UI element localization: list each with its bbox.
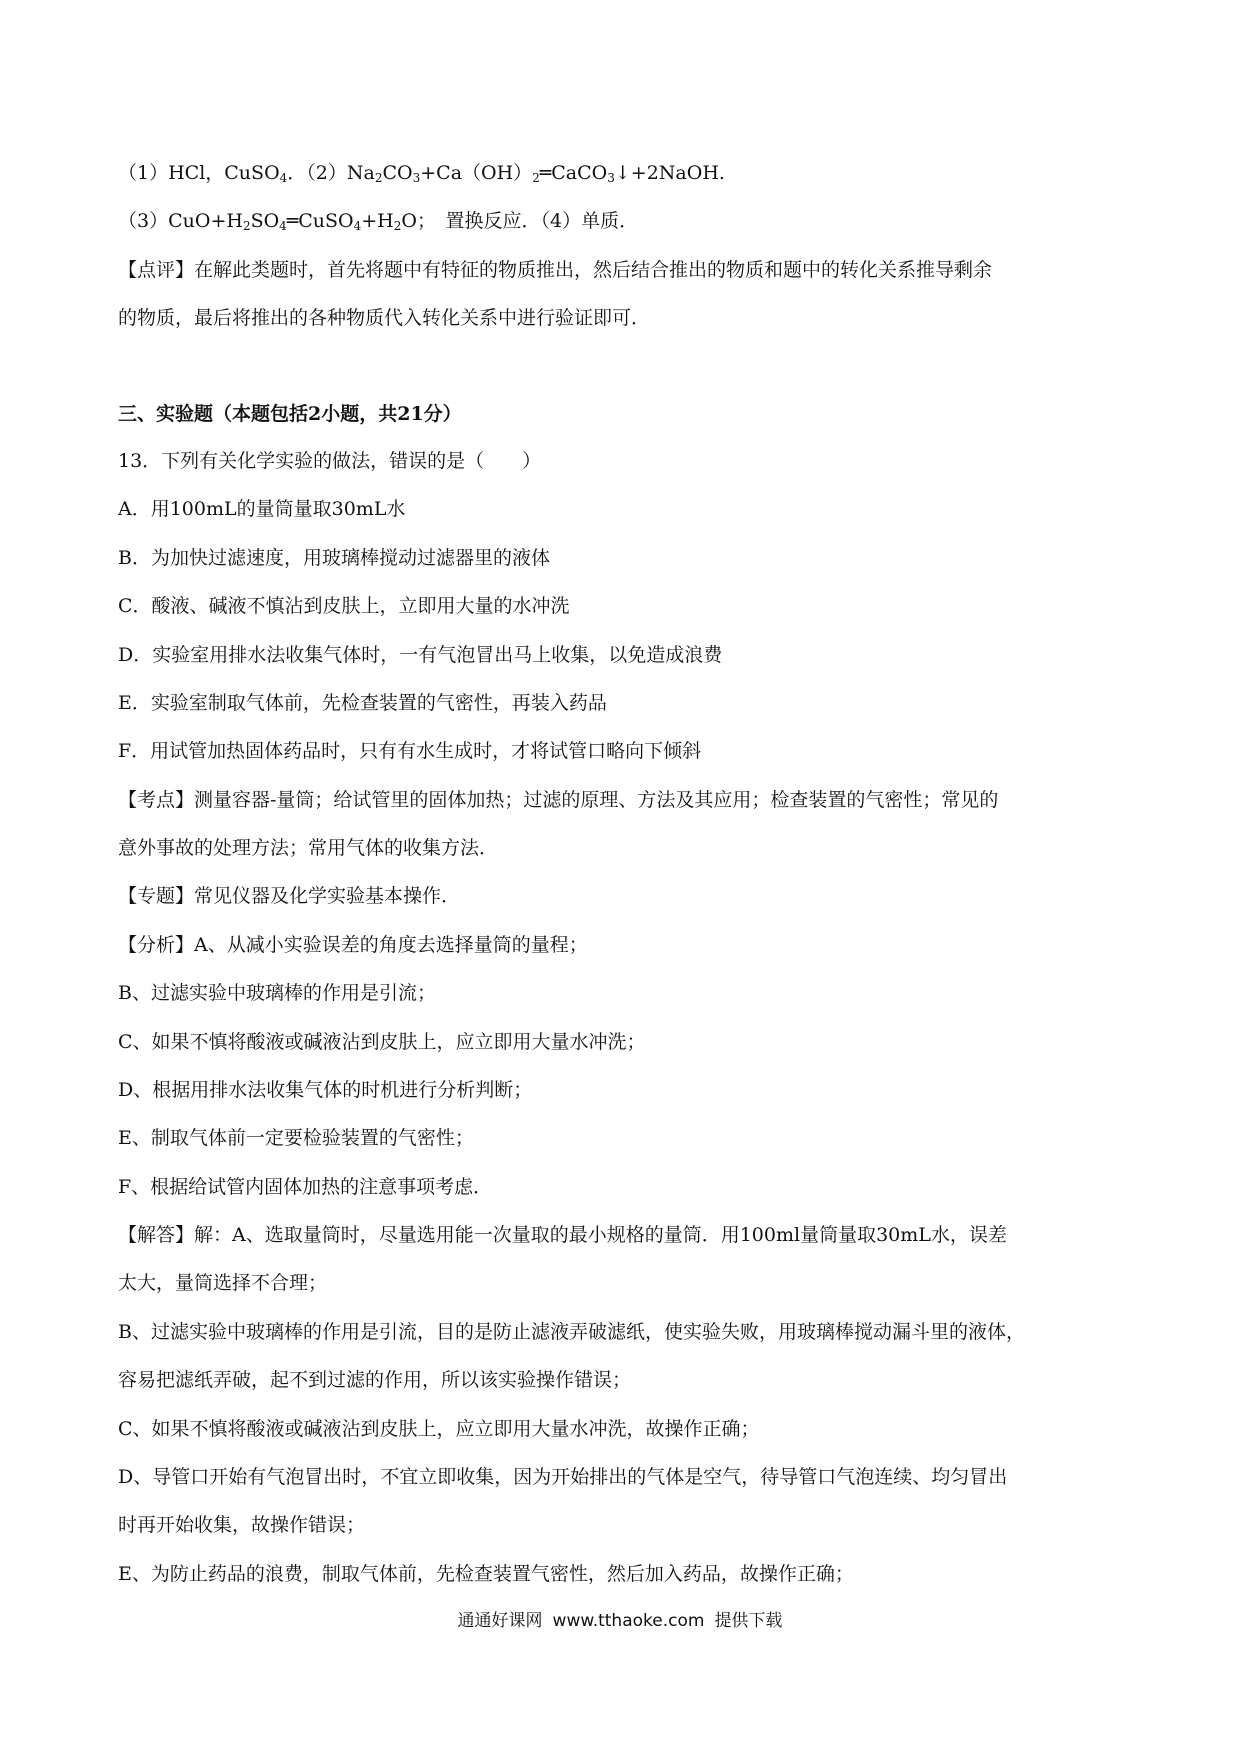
analysis-line: D、导管口开始有气泡冒出时，不宜立即收集，因为开始排出的气体是空气，待导管口气泡连续、均匀冒出: [118, 1466, 1008, 1488]
analysis-line: 【专题】常见仪器及化学实验基本操作．: [118, 885, 461, 907]
answer-text: SO: [250, 210, 280, 232]
analysis-line: 容易把滤纸弄破，起不到过滤的作用，所以该实验操作错误；: [118, 1369, 632, 1391]
answer-line-1: [118, 160, 1128, 186]
analysis-line: 【分析】A、从减小实验误差的角度去选择量筒的量程；: [118, 934, 588, 956]
option-d: D．实验室用排水法收集气体时，一有气泡冒出马上收集，以免造成浪费: [118, 644, 723, 666]
answer-text: （1）HCl，CuSO: [118, 162, 280, 184]
analysis-line: D、根据用排水法收集气体的时机进行分析判断；: [118, 1079, 533, 1101]
option-e: E．实验室制取气体前，先检查装置的气密性，再装入药品: [118, 692, 607, 714]
comment-line: 的物质，最后将推出的各种物质代入转化关系中进行验证即可．: [118, 307, 651, 329]
subscript: 4: [279, 219, 287, 233]
answer-text: CO: [382, 162, 413, 184]
analysis-line: C、如果不慎将酸液或碱液沾到皮肤上，应立即用大量水冲洗，故操作正确；: [118, 1418, 760, 1440]
comment-line: 【点评】在解此类题时，首先将题中有特征的物质推出，然后结合推出的物质和题中的转化关系推导剩余: [118, 259, 993, 281]
analysis-line: E、制取气体前一定要检验装置的气密性；: [118, 1127, 474, 1149]
analysis-line: 意外事故的处理方法；常用气体的收集方法．: [118, 837, 499, 859]
option-c: C．酸液、碱液不慎沾到皮肤上，立即用大量的水冲洗: [118, 595, 570, 617]
page-footer: [0, 1609, 1240, 1633]
footer-url-link[interactable]: www.tthaoke.com: [552, 1611, 705, 1631]
answer-text: ．（2）Na: [287, 162, 375, 184]
subscript: 2: [242, 219, 251, 233]
option-f: F．用试管加热固体药品时，只有有水生成时，才将试管口略向下倾斜: [118, 740, 702, 762]
analysis-line: 【考点】测量容器-量筒；给试管里的固体加热；过滤的原理、方法及其应用；检查装置的气密性；常见的: [118, 789, 999, 811]
answer-text: +Ca（OH）: [420, 162, 533, 184]
answer-text: +H: [361, 210, 394, 232]
subscript: 2: [532, 171, 540, 185]
option-b: B．为加快过滤速度，用玻璃棒搅动过滤器里的液体: [118, 547, 550, 569]
analysis-line: C、如果不慎将酸液或碱液沾到皮肤上，应立即用大量水冲洗；: [118, 1031, 646, 1053]
subscript: 2: [374, 171, 383, 185]
subscript: 2: [393, 219, 402, 233]
subscript: 3: [412, 171, 421, 185]
option-a: A．用100mL的量筒量取30mL水: [118, 498, 406, 520]
analysis-line: 时再开始收集，故操作错误；: [118, 1514, 366, 1536]
answer-text: ↓+2NaOH.: [614, 162, 725, 184]
answer-text: ═CuSO: [286, 210, 354, 232]
answer-line-2: [118, 208, 1128, 234]
question-stem: 13．下列有关化学实验的做法，错误的是（ ）: [118, 450, 542, 472]
analysis-line: F、根据给试管内固体加热的注意事项考虑．: [118, 1176, 493, 1198]
analysis-line: B、过滤实验中玻璃棒的作用是引流；: [118, 982, 436, 1004]
analysis-line: 太大，量筒选择不合理；: [118, 1272, 328, 1294]
analysis-line: B、过滤实验中玻璃棒的作用是引流，目的是防止滤液弄破滤纸，使实验失败，用玻璃棒搅动漏斗里的液体，: [118, 1321, 1025, 1343]
answer-text: （3）CuO+H: [118, 210, 243, 232]
analysis-line: 【解答】解：A、选取量筒时，尽量选用能一次量取的最小规格的量筒．用100ml量筒量取30mL水，误差: [118, 1224, 1007, 1246]
section-heading: 三、实验题（本题包括2小题，共21分）: [118, 403, 462, 425]
answer-text: O； 置换反应．（4）单质．: [401, 210, 639, 232]
subscript: 4: [279, 171, 288, 185]
footer-site-name: 通通好课网: [457, 1611, 543, 1631]
subscript: 4: [353, 219, 362, 233]
answer-text: ═CaCO: [539, 162, 608, 184]
subscript: 3: [607, 171, 615, 185]
analysis-line: E、为防止药品的浪费，制取气体前，先检查装置气密性，然后加入药品，故操作正确；: [118, 1563, 854, 1585]
footer-download-text: 提供下载: [714, 1611, 783, 1631]
